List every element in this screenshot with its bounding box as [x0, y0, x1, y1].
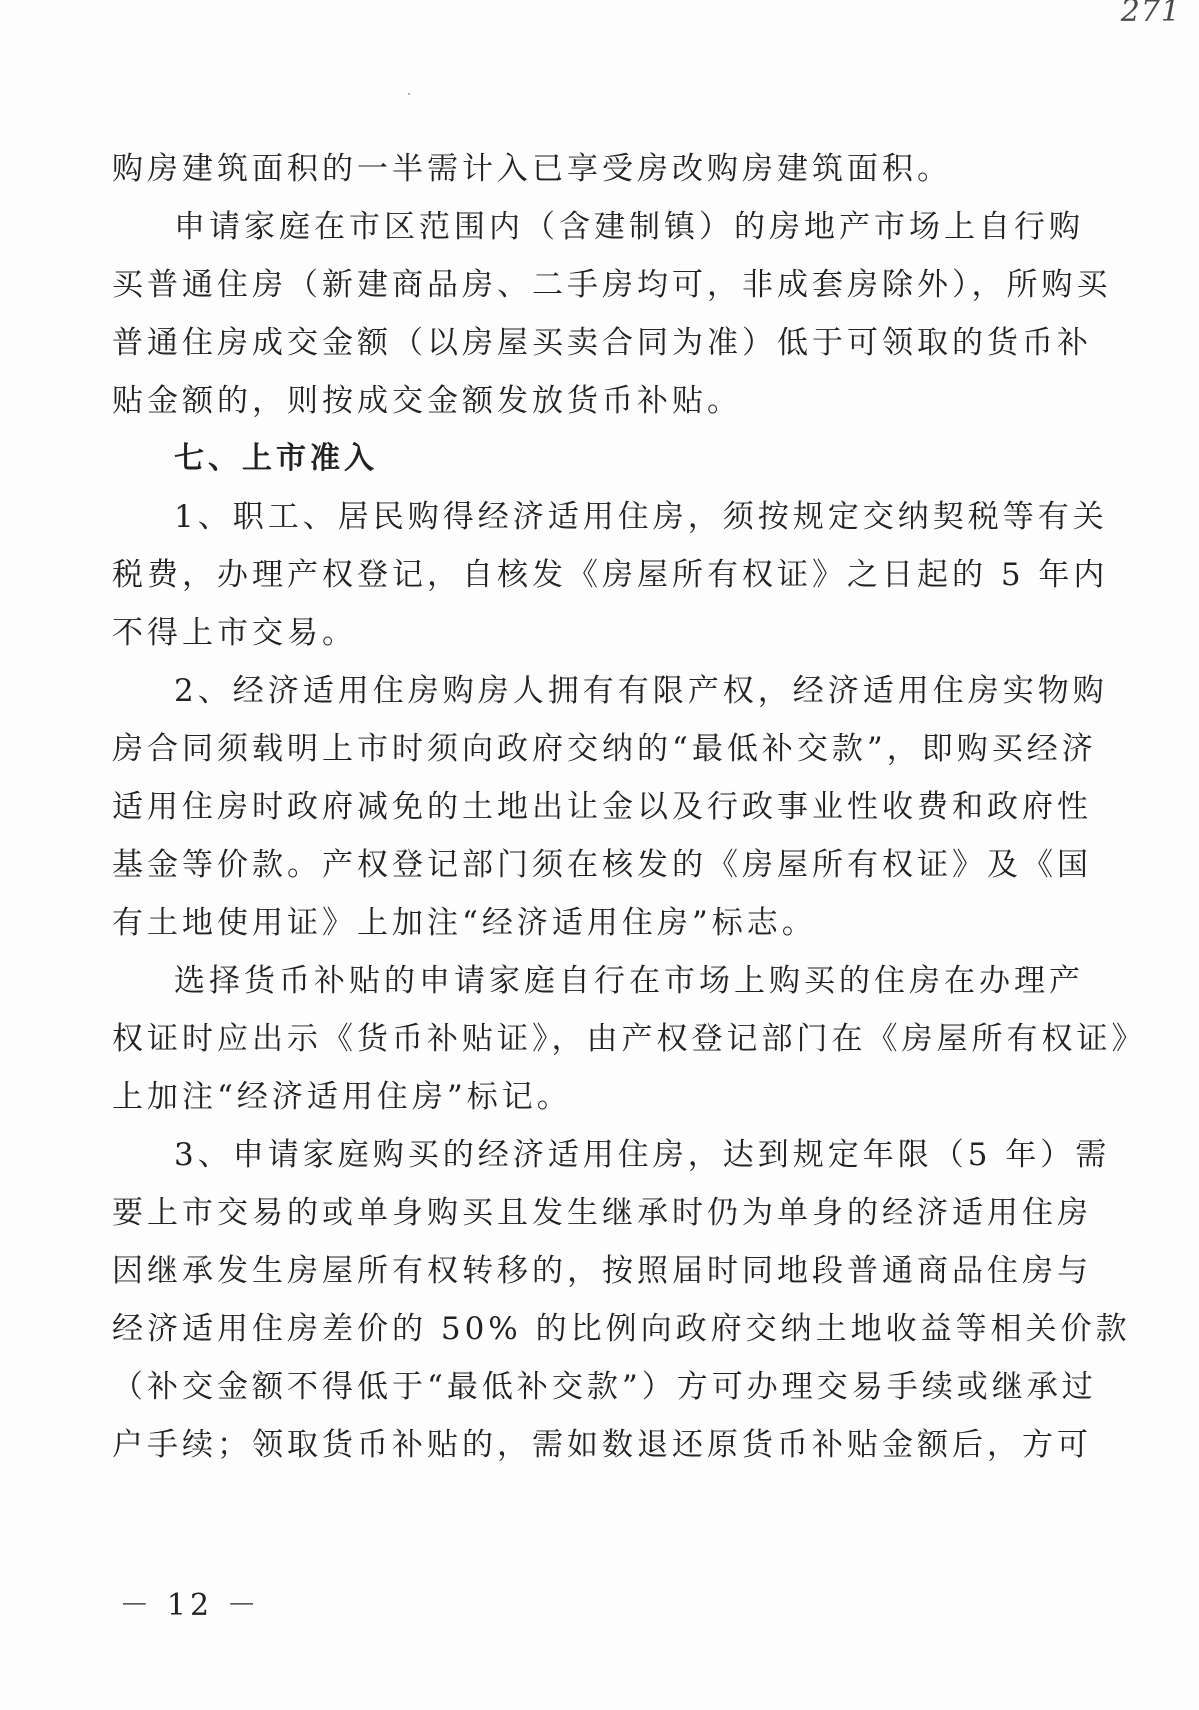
text-line: 经济适用住房差价的 50% 的比例向政府交纳土地收益等相关价款 — [112, 1311, 1131, 1347]
text-line: 权证时应出示《货币补贴证》，由产权登记部门在《房屋所有权证》 — [112, 1021, 1147, 1057]
text-line: 3、申请家庭购买的经济适用住房，达到规定年限（5 年）需 — [174, 1137, 1111, 1173]
section-heading: 七、上市准入 — [174, 441, 378, 476]
text-line: 选择货币补贴的申请家庭自行在市场上购买的住房在办理产 — [174, 963, 1084, 999]
text-line: 有土地使用证》上加注“经济适用住房”标志。 — [112, 905, 817, 941]
page-number: － 12 － — [119, 1588, 261, 1623]
text-line: 1、职工、居民购得经济适用住房，须按规定交纳契税等有关 — [174, 499, 1108, 535]
text-line: 上加注“经济适用住房”标记。 — [112, 1079, 572, 1115]
text-line: 买普通住房（新建商品房、二手房均可，非成套房除外），所购买 — [112, 267, 1112, 303]
text-line: （补交金额不得低于“最低补交款”）方可办理交易手续或继承过 — [112, 1369, 1097, 1405]
text-line: 购房建筑面积的一半需计入已享受房改购房建筑面积。 — [112, 151, 952, 187]
text-line: 申请家庭在市区范围内（含建制镇）的房地产市场上自行购 — [174, 209, 1084, 245]
text-line: 基金等价款。产权登记部门须在核发的《房屋所有权证》及《国 — [112, 847, 1092, 883]
text-line: 税费，办理产权登记，自核发《房屋所有权证》之日起的 5 年内 — [112, 557, 1109, 593]
text-line: 要上市交易的或单身购买且发生继承时仍为单身的经济适用住房 — [112, 1195, 1092, 1231]
body-text — [112, 140, 1147, 1474]
text-line: 普通住房成交金额（以房屋买卖合同为准）低于可领取的货币补 — [112, 325, 1092, 361]
text-line: 因继承发生房屋所有权转移的，按照届时同地段普通商品住房与 — [112, 1253, 1092, 1289]
scan-speck — [408, 93, 410, 95]
text-line: 适用住房时政府减免的土地出让金以及行政事业性收费和政府性 — [112, 789, 1092, 825]
text-line: 房合同须载明上市时须向政府交纳的“最低补交款”，即购买经济 — [112, 731, 1097, 767]
text-line: 贴金额的，则按成交金额发放货币补贴。 — [112, 383, 742, 419]
text-line: 不得上市交易。 — [112, 615, 357, 651]
handwritten-page-mark: 271 — [1120, 0, 1181, 29]
text-line: 户手续；领取货币补贴的，需如数退还原货币补贴金额后，方可 — [112, 1427, 1092, 1463]
text-line: 2、经济适用住房购房人拥有有限产权，经济适用住房实物购 — [174, 673, 1108, 709]
